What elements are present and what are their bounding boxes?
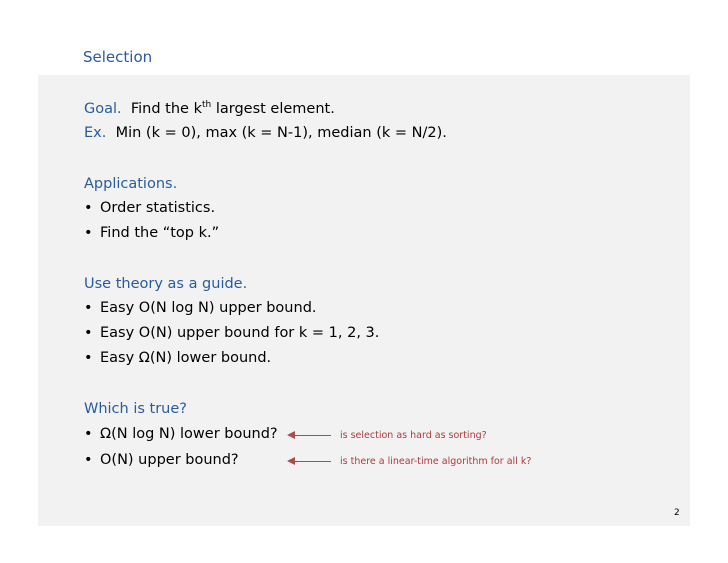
theory-item xyxy=(84,325,379,341)
bullet-icon: • xyxy=(84,452,93,468)
bullet-icon: • xyxy=(84,225,93,241)
theory-item-text: Easy O(N log N) upper bound. xyxy=(100,300,317,316)
bullet-icon: • xyxy=(84,350,93,366)
goal-label: Goal. xyxy=(84,101,122,117)
question-item xyxy=(84,452,239,468)
goal-text-post: largest element. xyxy=(211,101,335,117)
theory-item-text: Easy Ω(N) lower bound. xyxy=(100,350,272,366)
question-note: is there a linear-time algorithm for all k? xyxy=(340,456,532,467)
question-note: is selection as hard as sorting? xyxy=(340,430,487,441)
theory-heading: Use theory as a guide. xyxy=(84,276,248,292)
bullet-icon: • xyxy=(84,426,93,442)
slide-title: Selection xyxy=(83,48,153,66)
applications-item-text: Find the “top k.” xyxy=(100,225,220,241)
applications-item xyxy=(84,200,215,216)
bullet-icon: • xyxy=(84,325,93,341)
example-text: Min (k = 0), max (k = N-1), median (k = N/2). xyxy=(115,125,447,141)
example-line xyxy=(84,125,447,141)
question-item-text: O(N) upper bound? xyxy=(100,452,239,468)
arrow-line xyxy=(293,435,331,436)
goal-line xyxy=(84,100,335,117)
applications-heading: Applications. xyxy=(84,176,178,192)
bullet-icon: • xyxy=(84,300,93,316)
bullet-icon: • xyxy=(84,200,93,216)
applications-item xyxy=(84,225,219,241)
question-heading: Which is true? xyxy=(84,401,187,417)
page-number: 2 xyxy=(674,508,680,518)
theory-item xyxy=(84,350,271,366)
applications-item-text: Order statistics. xyxy=(100,200,216,216)
goal-text-pre: Find the k xyxy=(130,101,202,117)
arrow-line xyxy=(293,461,331,462)
example-label: Ex. xyxy=(84,125,107,141)
theory-item-text: Easy O(N) upper bound for k = 1, 2, 3. xyxy=(100,325,380,341)
question-item xyxy=(84,426,278,442)
goal-sup: th xyxy=(201,100,212,110)
question-item-text: Ω(N log N) lower bound? xyxy=(100,426,278,442)
theory-item xyxy=(84,300,317,316)
